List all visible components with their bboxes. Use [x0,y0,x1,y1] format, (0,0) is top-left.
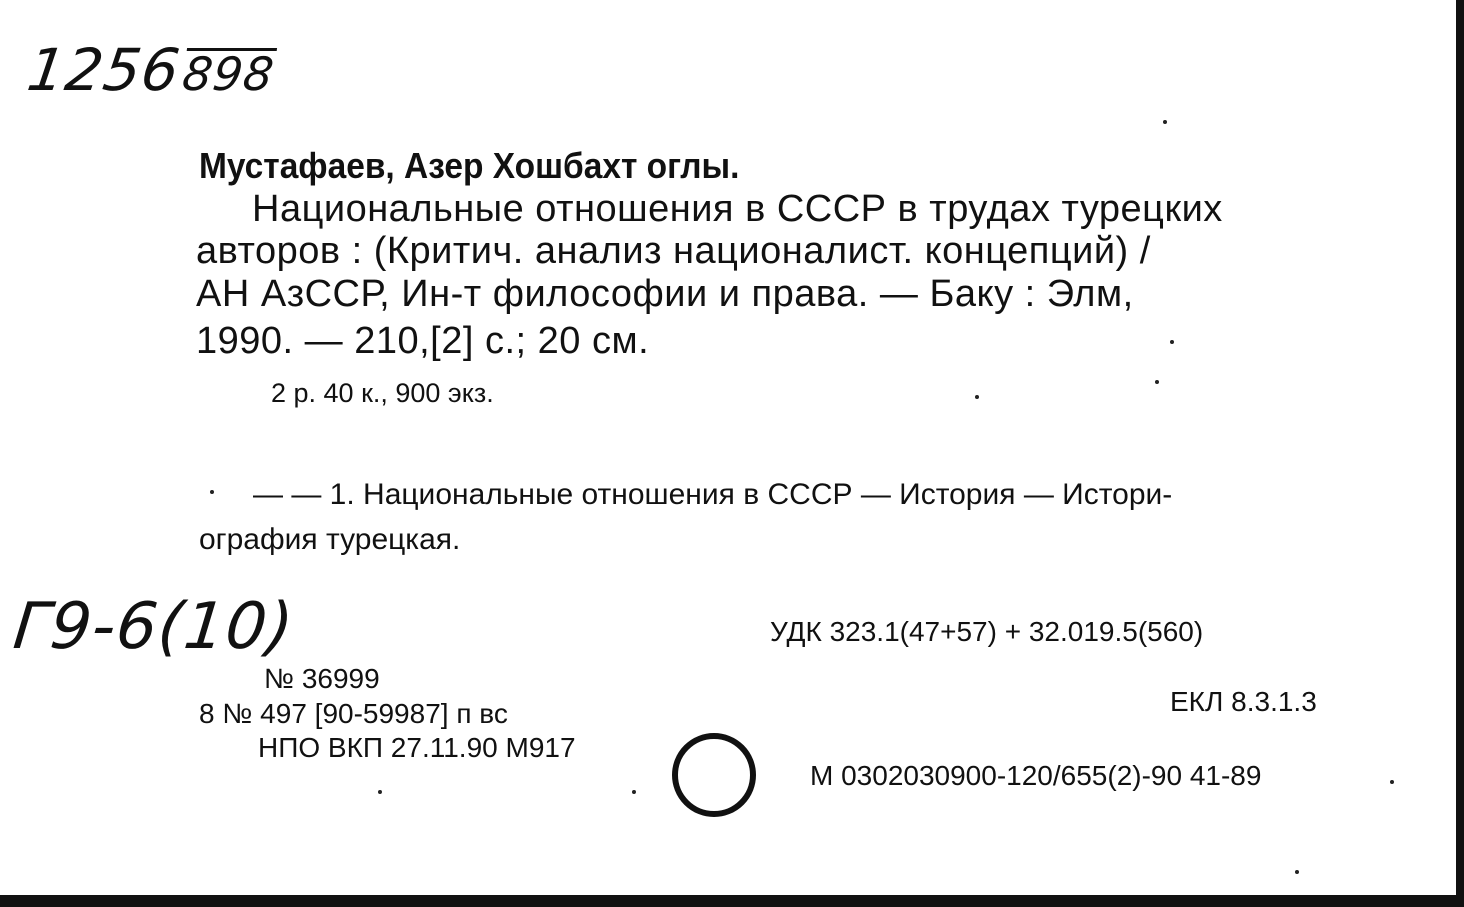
speck [632,790,636,794]
speck [378,790,382,794]
subject-heading-line-1: — — 1. Национальные отношения в СССР — История — Истори- [253,478,1173,511]
shelf-mark: Г9-6(10) [10,590,298,664]
speck [1295,870,1299,874]
title-line-2: авторов : (Критич. анализ националист. концепций) / [196,230,1151,272]
ekl-code: ЕКЛ 8.3.1.3 [1170,686,1317,717]
udc-code: УДК 323.1(47+57) + 32.019.5(560) [770,616,1204,647]
registration-number: № 36999 [264,663,380,694]
npo-line: НПО ВКП 27.11.90 М917 [258,732,576,763]
speck [1390,780,1394,784]
inventory-number-sub: 898 [179,47,278,101]
price-circulation: 2 р. 40 к., 900 экз. [271,378,494,408]
order-number: 8 № 497 [90-59987] п вс [199,698,508,729]
speck [210,490,214,494]
speck [1170,340,1174,344]
speck [1155,380,1159,384]
title-line-1: Национальные отношения в СССР в трудах турецких [252,188,1223,230]
speck [975,395,979,399]
title-line-4: 1990. — 210,[2] с.; 20 см. [196,320,650,362]
speck [1163,120,1167,124]
author-heading: Мустафаев, Азер Хошбахт оглы. [199,145,740,186]
inventory-number-main: 1256 [23,36,185,104]
m-code: М 0302030900-120/655(2)-90 41-89 [810,760,1262,791]
subject-heading-line-2: ография турецкая. [199,523,461,556]
title-line-3: АН АзССР, Ин-т философии и права. — Баку : Элм, [196,273,1134,315]
inventory-number [23,36,279,104]
card-punch-hole [672,733,756,817]
